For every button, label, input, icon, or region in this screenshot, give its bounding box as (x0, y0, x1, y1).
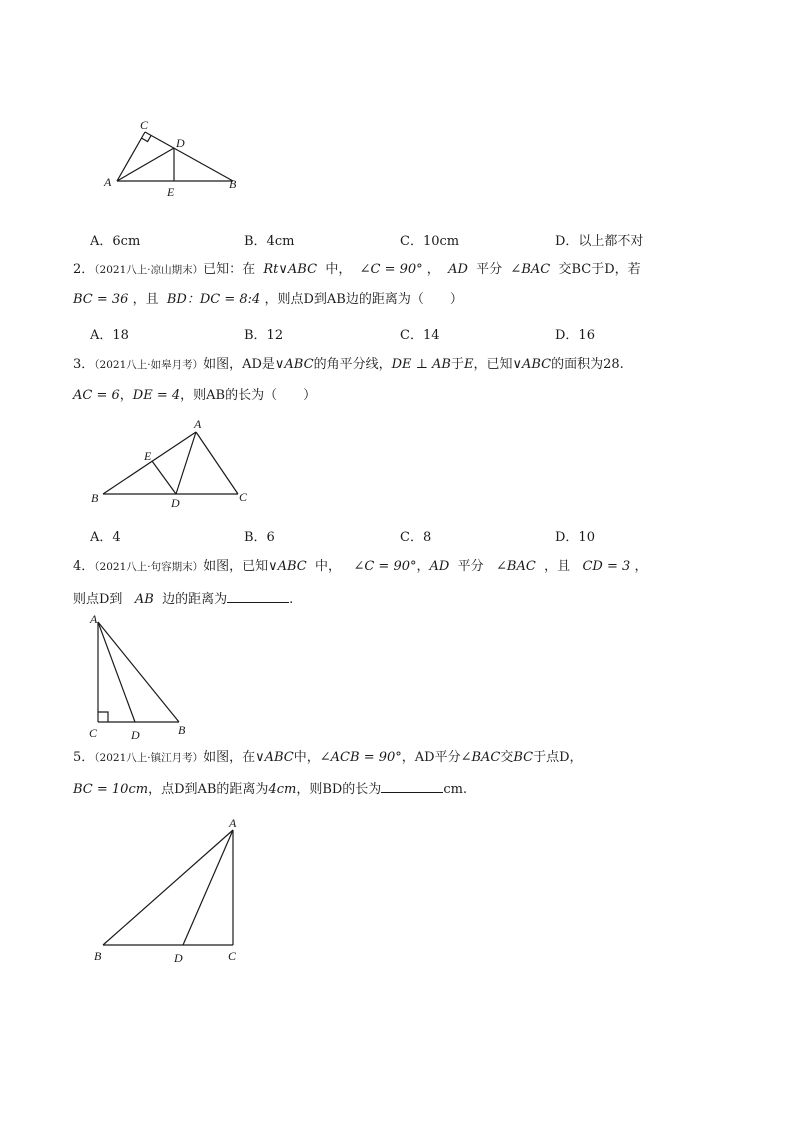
q3-text: 的角平分线， (313, 357, 392, 372)
q4-source: （2021八上·句容期末） (94, 561, 204, 573)
q3-option-c[interactable]: C．8 (400, 530, 432, 545)
q2-math: ∠BAC (510, 262, 551, 277)
q1-label-d: D (176, 136, 185, 150)
q2-stem-line1 (73, 261, 641, 279)
q1-label-c: C (140, 118, 149, 132)
q4-text: 如图，已知 (203, 559, 269, 574)
q2-math: BC = 36 (73, 292, 129, 307)
q4-figure (82, 610, 202, 745)
q1-figure (95, 112, 255, 202)
q3-text: ， (119, 388, 133, 403)
q5-math: 4cm (268, 782, 297, 797)
q3-math: DE ⊥ AB (391, 357, 451, 372)
q2-math: ∠C = 90° (359, 262, 423, 277)
q2-math: BD：DC = 8:4 (166, 292, 261, 307)
q1-label-a: A (104, 175, 112, 189)
q4-label-b: B (178, 723, 186, 737)
q5-text: 于点D， (533, 750, 583, 765)
q2-option-d[interactable]: D．16 (555, 328, 595, 343)
q3-text: 于 (450, 357, 464, 372)
q5-text: 如图，在 (203, 750, 256, 765)
q3-label-b: B (91, 491, 99, 505)
q3-number: 3． (73, 357, 95, 372)
q3-label-e: E (144, 449, 152, 463)
q5-math: BC (513, 750, 534, 765)
q5-figure (88, 812, 258, 972)
q4-label-d: D (131, 728, 140, 742)
q2-stem-line2 (73, 291, 463, 309)
q3-figure (88, 415, 258, 515)
q1-option-d[interactable]: D．以上都不对 (555, 234, 644, 249)
q5-source: （2021八上·镇江月考） (94, 752, 204, 764)
q3-stem-line2 (73, 387, 316, 405)
q4-stem-line2 (73, 590, 293, 609)
q2-text: 交BC于D，若 (558, 262, 641, 277)
q3-option-d[interactable]: D．10 (555, 530, 595, 545)
q5-label-d: D (174, 951, 183, 965)
q2-text: 已知：在 (203, 262, 256, 277)
q2-text: ， (426, 262, 440, 277)
q1-label-e: E (167, 185, 175, 199)
q4-text: 中， (315, 559, 342, 574)
q5-stem-line2 (73, 780, 467, 799)
q2-text: 中， (325, 262, 352, 277)
q3-math: E (463, 357, 474, 372)
q3-text: ，则AB的长为（ ） (180, 388, 317, 403)
q4-math: ∨ABC (268, 559, 307, 574)
q5-math: ∠BAC (460, 750, 501, 765)
q3-option-a[interactable]: A．4 (90, 530, 121, 545)
q3-stem-line1 (73, 356, 624, 374)
q5-text: ，点D到AB的距离为 (148, 782, 269, 797)
q5-text: cm. (443, 782, 468, 797)
q1-option-a[interactable]: A．6cm (90, 234, 141, 249)
q5-math: BC = 10cm (73, 782, 149, 797)
q2-text: 平分 (476, 262, 503, 277)
q4-math: ∠C = 90° (353, 559, 417, 574)
q4-stem-line1 (73, 558, 647, 576)
q2-text: ，则点D到AB边的距离为（ ） (264, 292, 463, 307)
q3-label-d: D (171, 496, 180, 510)
q5-number: 5． (73, 750, 95, 765)
q4-number: 4． (73, 559, 95, 574)
q2-option-a[interactable]: A．18 (90, 328, 129, 343)
q3-math: ∨ABC (274, 357, 314, 372)
q2-math: AD (448, 262, 468, 277)
q2-text: ，且 (132, 292, 159, 307)
q4-text: . (289, 592, 294, 607)
q3-label-c: C (239, 490, 248, 504)
q2-number: 2． (73, 262, 95, 277)
q4-text: 则点D到 (73, 592, 123, 607)
q5-text: ，AD平分 (401, 750, 461, 765)
q3-math: DE = 4 (132, 388, 181, 403)
q3-text: 如图，AD是 (203, 357, 275, 372)
q5-text: 交 (500, 750, 514, 765)
q5-label-b: B (94, 949, 102, 963)
q4-label-c: C (89, 726, 98, 740)
q3-option-b[interactable]: B．6 (244, 530, 275, 545)
q2-option-c[interactable]: C．14 (400, 328, 440, 343)
q1-option-b[interactable]: B．4cm (244, 234, 295, 249)
q3-text: 的面积为28. (551, 357, 624, 372)
q5-stem-line1 (73, 749, 583, 767)
q4-text: ， (634, 559, 648, 574)
q2-source: （2021八上·凉山期末） (94, 264, 204, 276)
q3-label-a: A (194, 417, 202, 431)
q5-label-a: A (229, 816, 237, 830)
q5-math: ∠ACB = 90° (319, 750, 402, 765)
q4-math: AD (429, 559, 450, 574)
q5-text: ，则BD的长为 (296, 782, 382, 797)
q3-source: （2021八上·如皋月考） (94, 359, 204, 371)
q5-label-c: C (228, 949, 237, 963)
q5-answer-blank[interactable] (381, 780, 443, 793)
q4-math: ∠BAC (496, 559, 536, 574)
q4-math: AB (134, 592, 154, 607)
q3-math: AC = 6 (73, 388, 120, 403)
q4-text: ， (416, 559, 430, 574)
q1-label-b: B (229, 177, 237, 191)
q1-option-c[interactable]: C．10cm (400, 234, 460, 249)
q4-answer-blank[interactable] (227, 590, 289, 603)
q4-text: ，且 (544, 559, 571, 574)
q5-text: 中， (293, 750, 320, 765)
q3-math: ∨ABC (512, 357, 552, 372)
q5-math: ∨ABC (255, 750, 294, 765)
q3-text: ，已知 (473, 357, 513, 372)
q4-math: CD = 3 (582, 559, 631, 574)
q2-option-b[interactable]: B．12 (244, 328, 284, 343)
q2-math: Rt∨ABC (263, 262, 318, 277)
q4-text: 平分 (457, 559, 484, 574)
q4-label-a: A (90, 612, 98, 626)
q4-text: 边的距离为 (162, 592, 228, 607)
